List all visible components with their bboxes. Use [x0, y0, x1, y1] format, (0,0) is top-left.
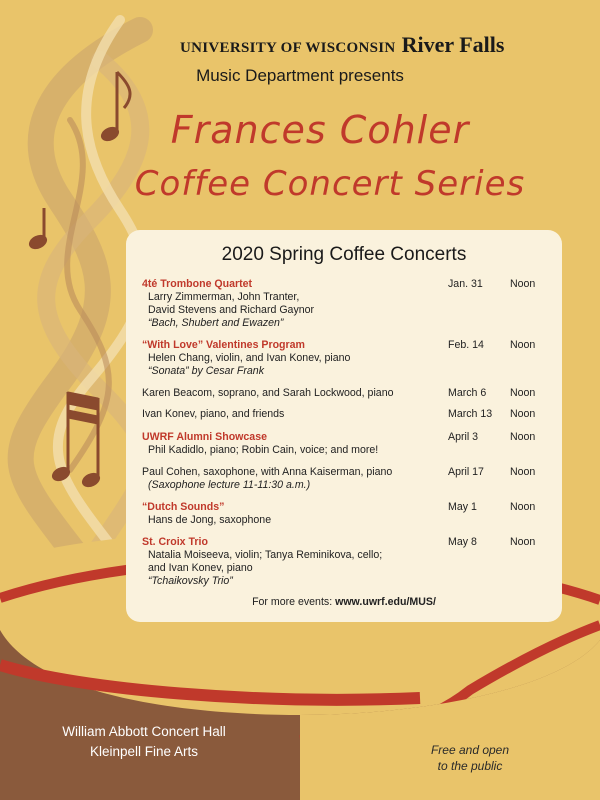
admission-line1: Free and open: [430, 743, 510, 757]
event-time: Noon: [510, 466, 536, 478]
venue-info: [14, 722, 274, 762]
event-program: (Saxophone lecture 11-11:30 a.m.): [148, 479, 311, 491]
event-time: Noon: [510, 501, 536, 513]
event-item: [142, 278, 552, 330]
event-item: [142, 501, 552, 527]
event-item: [142, 431, 552, 457]
schedule-title: 2020 Spring Coffee Concerts: [221, 244, 467, 265]
event-name: UWRF Alumni Showcase: [142, 431, 267, 443]
event-performers: Phil Kadidlo, piano; Robin Cain, voice; and more!: [148, 444, 379, 456]
event-name: 4té Trombone Quartet: [142, 278, 253, 290]
event-time: Noon: [510, 339, 536, 351]
more-events: [126, 596, 562, 608]
event-program: “Tchaikovsky Trio”: [148, 575, 233, 587]
event-time: Noon: [510, 431, 536, 443]
event-item: [142, 536, 552, 588]
more-events-label: For more events:: [252, 596, 336, 608]
event-time: Noon: [510, 387, 536, 399]
event-date: May 1: [448, 501, 477, 513]
concert-schedule-card: [126, 230, 562, 622]
campus-label: River Falls: [401, 32, 505, 57]
more-events-link[interactable]: www.uwrf.edu/MUS/: [335, 596, 436, 608]
event-program: “Sonata” by Cesar Frank: [148, 365, 264, 377]
event-performers: Paul Cohen, saxophone, with Anna Kaiserman, piano: [142, 466, 393, 478]
event-performers: Helen Chang, violin, and Ivan Konev, piano: [148, 352, 351, 364]
event-date: April 3: [448, 431, 479, 443]
venue-hall: William Abbott Concert Hall: [62, 724, 226, 739]
event-date: May 8: [448, 536, 477, 548]
event-performers: Ivan Konev, piano, and friends: [142, 408, 285, 420]
event-performers: Larry Zimmerman, John Tranter,: [148, 291, 300, 303]
event-item: [142, 387, 552, 400]
event-item: [142, 408, 552, 421]
event-date: Feb. 14: [448, 339, 484, 351]
event-performers: David Stevens and Richard Gaynor: [148, 304, 315, 316]
event-program: “Bach, Shubert and Ewazen”: [148, 317, 284, 329]
university-name: [180, 32, 504, 58]
event-name: St. Croix Trio: [142, 536, 208, 548]
department-presents: Music Department presents: [196, 66, 404, 85]
event-date: March 13: [448, 408, 493, 420]
event-time: Noon: [510, 536, 536, 548]
event-performers: and Ivan Konev, piano: [148, 562, 253, 574]
event-time: Noon: [510, 408, 536, 420]
event-performers: Karen Beacom, soprano, and Sarah Lockwood, piano: [142, 387, 394, 399]
event-time: Noon: [510, 278, 536, 290]
admission-line2: to the public: [437, 759, 503, 773]
event-performers: Natalia Moiseeva, violin; Tanya Reminikova, cello;: [148, 549, 383, 561]
event-item: [142, 339, 552, 378]
event-name: “With Love” Valentines Program: [142, 339, 305, 351]
event-date: March 6: [448, 387, 487, 399]
event-date: April 17: [448, 466, 484, 478]
series-title-line1: Frances Cohler: [170, 108, 470, 152]
university-label: UNIVERSITY OF WISCONSIN: [180, 40, 396, 56]
admission-note: [400, 742, 540, 774]
series-title-line2: Coffee Concert Series: [134, 164, 526, 204]
event-performers: Hans de Jong, saxophone: [148, 514, 272, 526]
venue-building: Kleinpell Fine Arts: [89, 744, 199, 759]
event-date: Jan. 31: [448, 278, 483, 290]
event-name: “Dutch Sounds”: [142, 501, 225, 513]
event-item: [142, 466, 552, 492]
